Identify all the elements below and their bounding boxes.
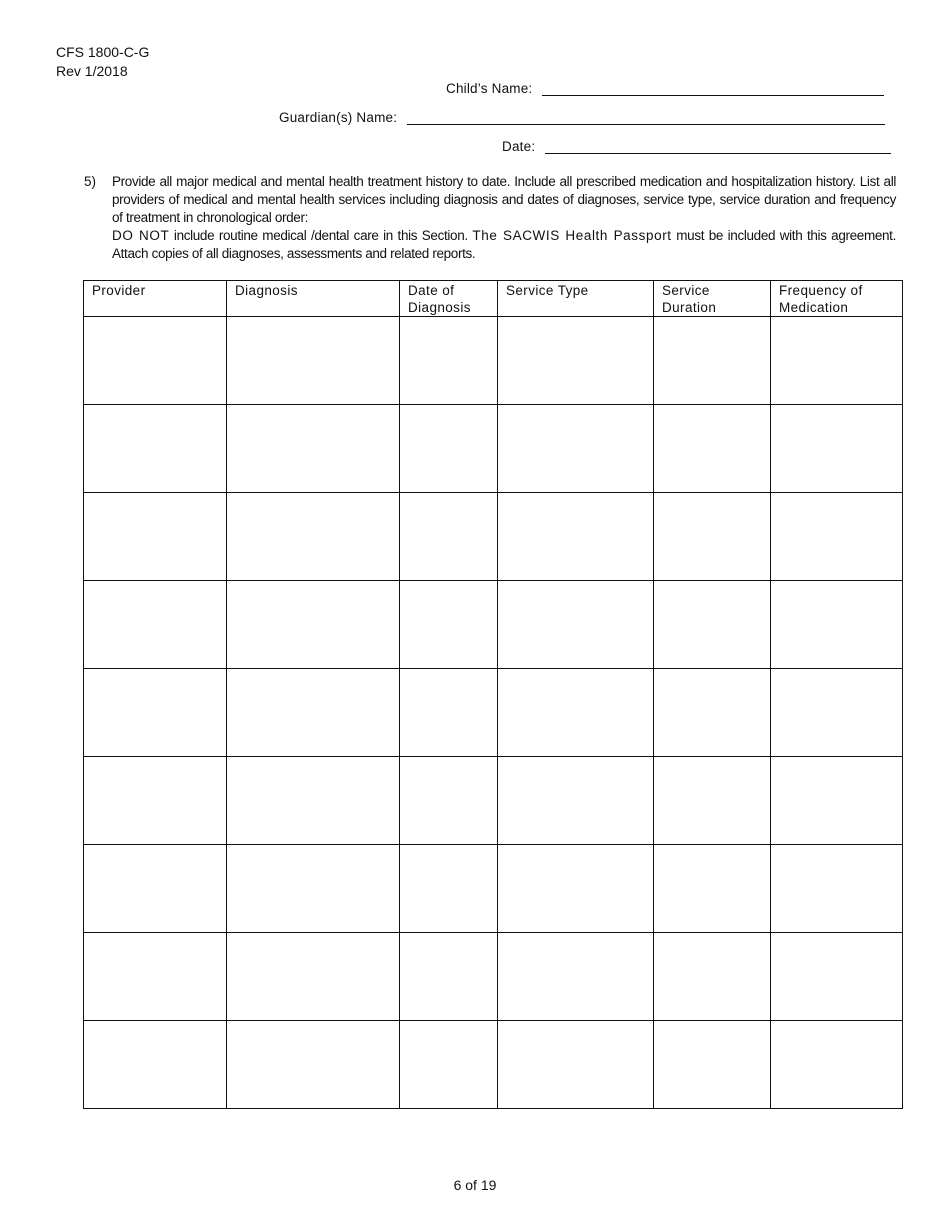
cell-diagnosis[interactable] (227, 405, 400, 493)
cell-frequency-of-medication[interactable] (771, 405, 903, 493)
form-identifier (56, 43, 149, 81)
header-service-type: Service Type (498, 281, 654, 317)
table-body (84, 317, 903, 1109)
cell-provider[interactable] (84, 317, 227, 405)
cell-provider[interactable] (84, 1021, 227, 1109)
cell-provider[interactable] (84, 845, 227, 933)
form-number: CFS 1800-C-G (56, 44, 150, 60)
cell-provider[interactable] (84, 581, 227, 669)
header-service-duration: Service Duration (654, 281, 771, 317)
guardian-name-row (279, 109, 885, 125)
guardian-name-field[interactable] (407, 109, 885, 125)
cell-provider[interactable] (84, 757, 227, 845)
cell-date-of-diagnosis[interactable] (400, 317, 498, 405)
page-number: 6 of 19 (453, 1177, 497, 1193)
cell-diagnosis[interactable] (227, 845, 400, 933)
instructions-paragraph-1: Provide all major medical and mental health treatment history to date. Include all prescribed medication and hospitalization history. List all providers of medical and mental health services including diagnosis and dates of diagnoses, service type, service duration and frequency of treatment in chronological order: (112, 174, 896, 225)
do-not-text: DO NOT (112, 228, 170, 243)
cell-date-of-diagnosis[interactable] (400, 493, 498, 581)
cell-service-type[interactable] (498, 933, 654, 1021)
cell-service-duration[interactable] (654, 405, 771, 493)
cell-date-of-diagnosis[interactable] (400, 669, 498, 757)
cell-frequency-of-medication[interactable] (771, 317, 903, 405)
guardian-name-label: Guardian(s) Name: (279, 110, 398, 125)
cell-frequency-of-medication[interactable] (771, 845, 903, 933)
cell-diagnosis[interactable] (227, 317, 400, 405)
cell-diagnosis[interactable] (227, 493, 400, 581)
section-5-instructions (84, 173, 896, 263)
cell-service-type[interactable] (498, 405, 654, 493)
cell-date-of-diagnosis[interactable] (400, 581, 498, 669)
health-passport-text: The SACWIS Health Passport (472, 228, 672, 243)
cell-date-of-diagnosis[interactable] (400, 845, 498, 933)
cell-service-type[interactable] (498, 845, 654, 933)
cell-service-type[interactable] (498, 669, 654, 757)
date-row (502, 138, 891, 154)
table-row (84, 933, 903, 1021)
header-diagnosis: Diagnosis (227, 281, 400, 317)
cell-frequency-of-medication[interactable] (771, 669, 903, 757)
cell-date-of-diagnosis[interactable] (400, 757, 498, 845)
header-date-of-diagnosis: Date of Diagnosis (400, 281, 498, 317)
cell-service-type[interactable] (498, 317, 654, 405)
cell-diagnosis[interactable] (227, 581, 400, 669)
cell-service-duration[interactable] (654, 757, 771, 845)
header-provider: Provider (84, 281, 227, 317)
cell-provider[interactable] (84, 405, 227, 493)
instructions-text-2: include routine medical /dental care in this Section. (169, 228, 473, 243)
cell-service-duration[interactable] (654, 669, 771, 757)
cell-provider[interactable] (84, 669, 227, 757)
cell-frequency-of-medication[interactable] (771, 581, 903, 669)
table-row (84, 669, 903, 757)
cell-service-duration[interactable] (654, 493, 771, 581)
table-row (84, 405, 903, 493)
table-row (84, 581, 903, 669)
cell-frequency-of-medication[interactable] (771, 1021, 903, 1109)
instructions-text-3: must be included with this agreement. Attach copies of all diagnoses, assessments and related reports. (112, 228, 896, 261)
table-row (84, 757, 903, 845)
cell-provider[interactable] (84, 933, 227, 1021)
child-name-row (446, 80, 884, 96)
child-name-label: Child’s Name: (446, 81, 533, 96)
cell-service-type[interactable] (498, 581, 654, 669)
cell-date-of-diagnosis[interactable] (400, 405, 498, 493)
cell-service-duration[interactable] (654, 845, 771, 933)
cell-diagnosis[interactable] (227, 933, 400, 1021)
table-header-row (84, 281, 903, 317)
cell-date-of-diagnosis[interactable] (400, 933, 498, 1021)
cell-service-duration[interactable] (654, 581, 771, 669)
cell-service-type[interactable] (498, 1021, 654, 1109)
cell-frequency-of-medication[interactable] (771, 493, 903, 581)
table-row (84, 845, 903, 933)
cell-service-duration[interactable] (654, 933, 771, 1021)
cell-frequency-of-medication[interactable] (771, 757, 903, 845)
section-number: 5) (84, 174, 97, 189)
cell-frequency-of-medication[interactable] (771, 933, 903, 1021)
cell-service-duration[interactable] (654, 317, 771, 405)
cell-service-type[interactable] (498, 757, 654, 845)
cell-diagnosis[interactable] (227, 757, 400, 845)
date-field[interactable] (545, 138, 891, 154)
child-name-field[interactable] (542, 80, 884, 96)
table-row (84, 493, 903, 581)
instructions-paragraph-2 (112, 227, 896, 263)
date-label: Date: (502, 139, 536, 154)
cell-diagnosis[interactable] (227, 669, 400, 757)
table-row (84, 317, 903, 405)
form-revision: Rev 1/2018 (56, 63, 128, 79)
treatment-history-table (83, 280, 903, 1109)
cell-service-type[interactable] (498, 493, 654, 581)
cell-date-of-diagnosis[interactable] (400, 1021, 498, 1109)
header-frequency-of-medication: Frequency of Medication (771, 281, 903, 317)
instructions-body (112, 173, 896, 263)
cell-provider[interactable] (84, 493, 227, 581)
table-row (84, 1021, 903, 1109)
cell-service-duration[interactable] (654, 1021, 771, 1109)
cell-diagnosis[interactable] (227, 1021, 400, 1109)
